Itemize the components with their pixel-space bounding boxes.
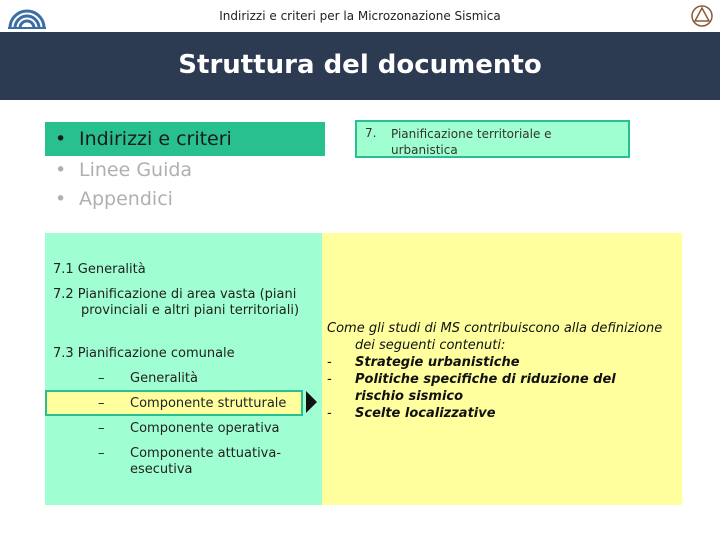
dash: – bbox=[98, 371, 105, 386]
dash: - bbox=[327, 406, 332, 421]
bullet-label: Appendici bbox=[79, 188, 173, 210]
section-heading-box bbox=[355, 120, 630, 158]
dash: - bbox=[327, 372, 332, 387]
header-bar bbox=[0, 0, 720, 32]
slide-title: Struttura del documento bbox=[178, 50, 542, 80]
content-intro: Come gli studi di MS contribuiscono alla definizione dei seguenti contenuti: bbox=[327, 321, 663, 353]
bullet-item-indirizzi bbox=[45, 122, 325, 156]
bullet-list bbox=[45, 122, 325, 214]
content-point-text: Politiche specifiche di riduzione del rischio sismico bbox=[355, 372, 616, 404]
triangle-emblem-icon bbox=[690, 4, 714, 32]
sub-label: Generalità bbox=[130, 371, 198, 386]
bullet-label: Indirizzi e criteri bbox=[79, 128, 232, 150]
toc-item-7-3: 7.3 Pianificazione comunale bbox=[53, 346, 235, 361]
sub-label: Componente attuativa-esecutiva bbox=[130, 446, 282, 477]
dash: - bbox=[327, 355, 332, 370]
content-point-text: Strategie urbanistiche bbox=[355, 355, 520, 370]
content-text bbox=[327, 320, 667, 422]
content-point-text: Scelte localizzative bbox=[355, 406, 496, 421]
toc-item-7-1: 7.1 Generalità bbox=[53, 262, 146, 277]
dash: – bbox=[98, 421, 105, 436]
section-label: Pianificazione territoriale e urbanistica bbox=[391, 127, 552, 157]
toc-item-7-2: 7.2 Pianificazione di area vasta (piani provinciali e altri piani territoriali) bbox=[53, 287, 300, 318]
bullet-item-appendici bbox=[45, 185, 325, 214]
bullet-dot: • bbox=[55, 188, 67, 210]
bullet-label: Linee Guida bbox=[79, 159, 193, 181]
bullet-item-linee-guida bbox=[45, 156, 325, 185]
bullet-dot: • bbox=[55, 159, 67, 181]
content-point bbox=[327, 371, 667, 405]
section-number: 7. bbox=[365, 126, 377, 140]
dash: – bbox=[98, 446, 105, 461]
content-point bbox=[327, 405, 667, 422]
pointer-arrow-icon bbox=[306, 391, 317, 413]
bullet-dot: • bbox=[55, 128, 67, 150]
sub-label: Componente operativa bbox=[130, 421, 280, 436]
content-point bbox=[327, 354, 667, 371]
presentation-header-title: Indirizzi e criteri per la Microzonazione Sismica bbox=[219, 9, 501, 23]
sub-label: Componente strutturale bbox=[130, 396, 287, 411]
dash: – bbox=[98, 396, 105, 411]
